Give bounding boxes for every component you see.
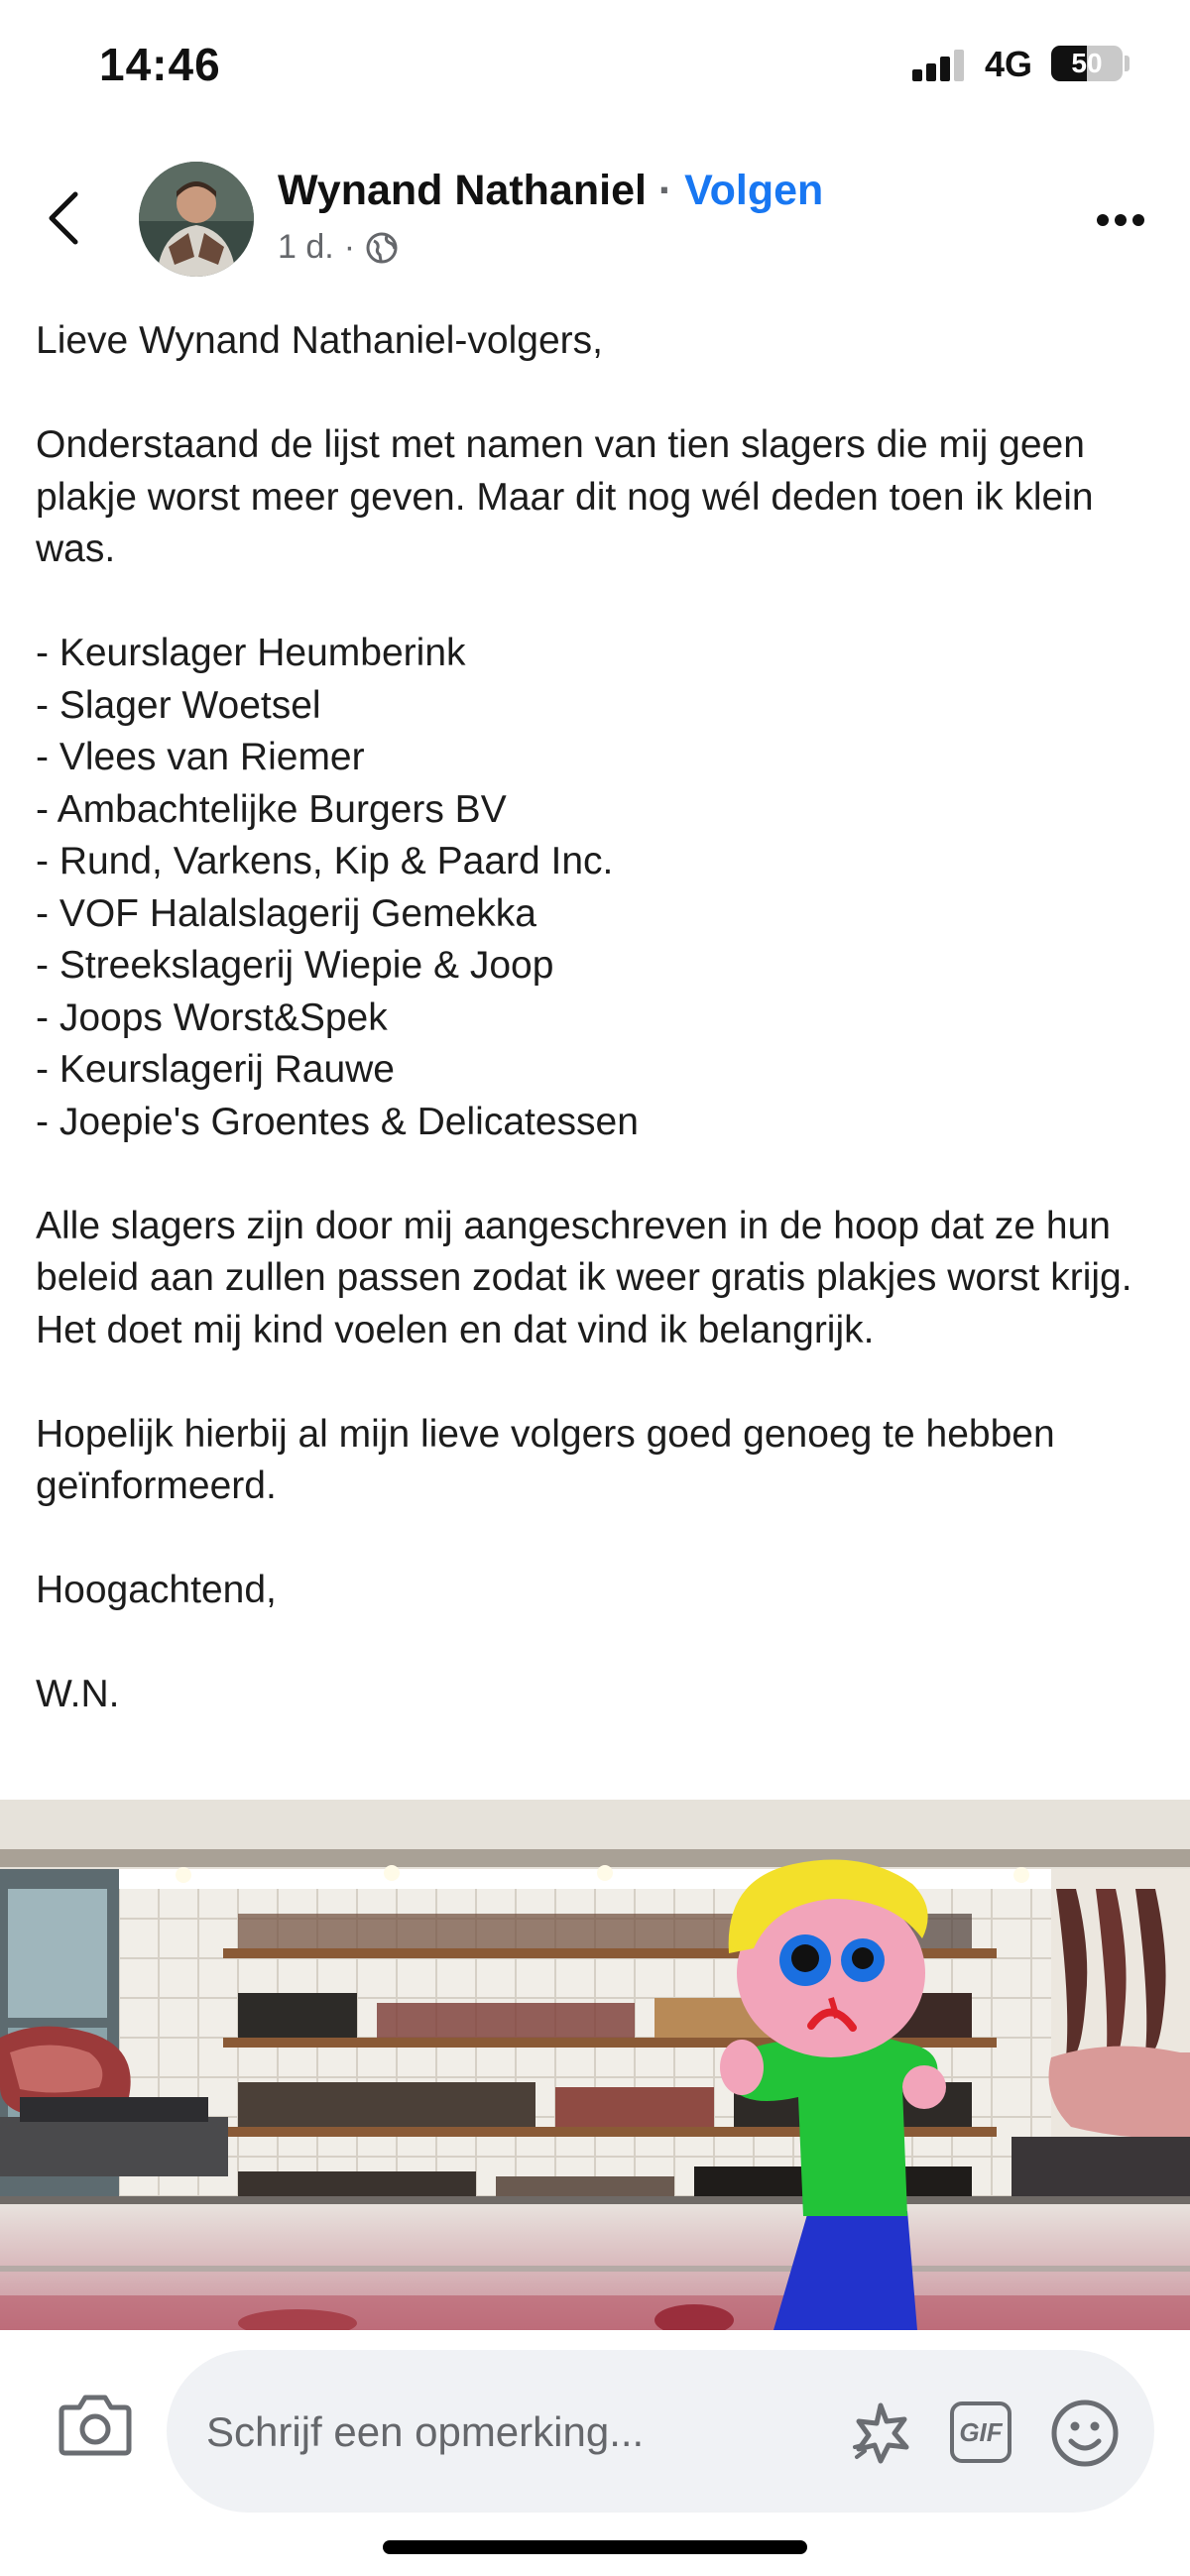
avatar[interactable] <box>139 162 254 277</box>
globe-icon <box>365 231 399 265</box>
butcher-list <box>36 628 1156 1148</box>
comment-input[interactable] <box>204 2350 803 2515</box>
butcher-list-item: - Slager Woetsel <box>36 683 321 727</box>
post-meta <box>278 228 399 267</box>
follow-button[interactable]: Volgen <box>684 167 824 214</box>
signal-strength-icon <box>912 48 972 81</box>
post-signature: W.N. <box>36 1673 120 1715</box>
post-time[interactable]: 1 d. <box>278 228 334 266</box>
gif-button[interactable] <box>950 2401 1012 2463</box>
more-dot-icon <box>1132 214 1144 226</box>
camera-icon <box>58 2390 133 2457</box>
status-bar <box>0 0 1190 129</box>
gif-icon: GIF <box>959 2417 1003 2447</box>
author-separator: · <box>657 167 673 214</box>
butcher-list-item: - Ambachtelijke Burgers BV <box>36 787 507 831</box>
author-name[interactable]: Wynand Nathaniel <box>278 167 647 214</box>
sticker-icon <box>851 2398 920 2467</box>
post-header <box>0 149 1190 278</box>
post-image[interactable] <box>0 1800 1190 2330</box>
butcher-list-item: - Joops Worst&Spek <box>36 995 388 1039</box>
status-time: 14:46 <box>99 39 221 90</box>
chevron-left-icon <box>40 188 89 248</box>
emoji-icon <box>1049 2398 1121 2469</box>
more-dot-icon <box>1097 214 1109 226</box>
post-paragraph-3: Hopelijk hierbij al mijn lieve volgers goed genoeg te hebben geïnformeerd. <box>36 1412 1055 1507</box>
battery-tip <box>1125 56 1130 71</box>
battery-icon <box>1051 46 1123 81</box>
post-greeting: Lieve Wynand Nathaniel-volgers, <box>36 319 603 362</box>
post-closing: Hoogachtend, <box>36 1569 277 1611</box>
butcher-list-item: - Vlees van Riemer <box>36 736 365 778</box>
sticker-button[interactable] <box>851 2398 920 2467</box>
more-options-button[interactable] <box>1091 204 1150 234</box>
butcher-list-item: - Keurslagerij Rauwe <box>36 1048 395 1091</box>
butcher-list-item: - Keurslager Heumberink <box>36 632 466 674</box>
emoji-button[interactable] <box>1049 2398 1121 2469</box>
meta-separator: · <box>343 228 356 266</box>
post-body <box>36 315 1156 1773</box>
comment-input-container[interactable] <box>167 2350 1154 2513</box>
battery-level: 50 <box>1071 48 1103 78</box>
more-dot-icon <box>1115 214 1127 226</box>
butcher-list-item: - Joepie's Groentes & Delicatessen <box>36 1100 639 1143</box>
post-intro: Onderstaand de lijst met namen van tien slagers die mij geen plakje worst meer geven. Maar dit nog wél deden toen ik klein was. <box>36 423 1094 570</box>
home-indicator[interactable] <box>383 2540 807 2554</box>
back-button[interactable] <box>40 188 89 248</box>
post-paragraph-2: Alle slagers zijn door mij aangeschreven in de hoop dat ze hun beleid aan zullen passen zodat ik weer gratis plakjes worst krijg. Het doet mij kind voelen en dat vind ik belangrijk. <box>36 1204 1132 1351</box>
butcher-list-item: - Streekslagerij Wiepie & Joop <box>36 944 554 987</box>
network-type: 4G <box>985 44 1033 84</box>
butcher-list-item: - Rund, Varkens, Kip & Paard Inc. <box>36 840 614 882</box>
author-line <box>278 167 823 215</box>
camera-button[interactable] <box>58 2390 133 2457</box>
butcher-list-item: - VOF Halalslagerij Gemekka <box>36 891 536 935</box>
comment-bar <box>0 2330 1190 2576</box>
